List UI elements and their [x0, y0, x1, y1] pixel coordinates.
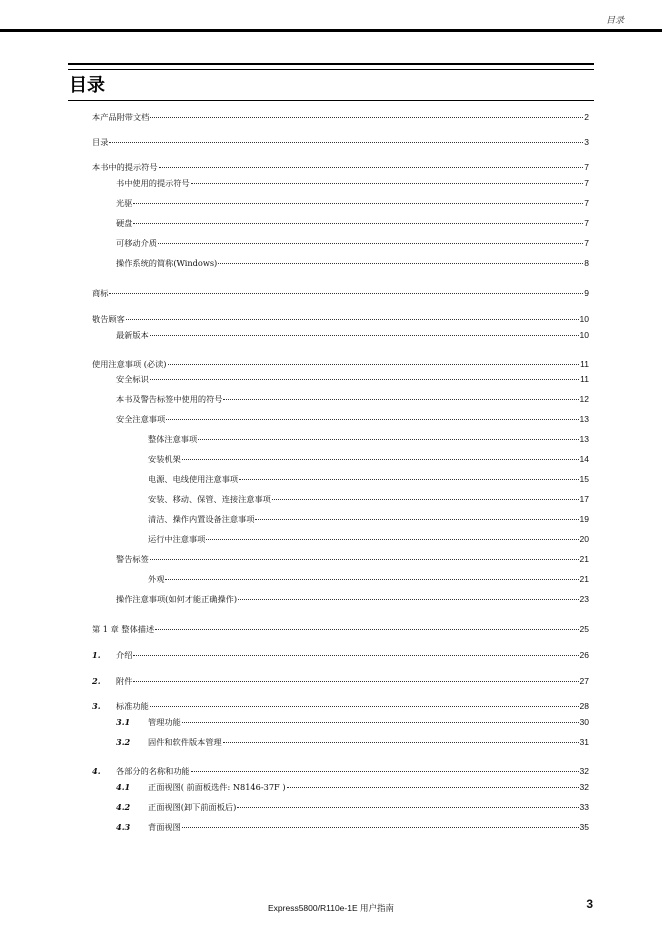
toc-entry-label: 操作注意事项(如何才能正确操作) — [116, 594, 238, 604]
toc-entry-label: 商标 — [92, 288, 109, 298]
toc-entry-label: 正面视图(卸下前面板后) — [148, 802, 237, 812]
toc-leader-dots — [126, 319, 579, 320]
toc-entry-page: 27 — [579, 676, 589, 686]
toc-entry[interactable] — [92, 553, 589, 565]
page-title: 目录 — [69, 75, 105, 96]
toc-leader-dots — [191, 771, 579, 772]
toc-entry-label: 本书中的提示符号 — [92, 162, 158, 172]
toc-entry-label: 介绍 — [116, 650, 133, 660]
toc-entry[interactable] — [92, 393, 589, 405]
toc-leader-dots — [109, 293, 583, 294]
running-header: 目录 — [605, 16, 624, 26]
toc-entry-label: 目录 — [92, 137, 109, 147]
toc-entry-page: 32 — [579, 782, 589, 792]
toc-entry[interactable] — [92, 623, 589, 635]
toc-entry-page: 13 — [579, 414, 589, 424]
toc-entry-page: 32 — [579, 766, 589, 776]
toc-entry-label: 敬告顾客 — [92, 314, 125, 324]
toc-entry-number: 4.2 — [116, 802, 131, 812]
toc-entry[interactable] — [92, 801, 589, 813]
toc-entry-page: 21 — [579, 554, 589, 564]
toc-leader-dots — [223, 742, 579, 743]
toc-entry[interactable] — [92, 513, 589, 525]
toc-entry-label: 书中使用的提示符号 — [116, 178, 190, 188]
toc-leader-dots — [255, 519, 578, 520]
toc-entry-label: 正面视图( 前面板选件: N8146-37F ) — [148, 782, 286, 792]
toc-entry[interactable] — [92, 593, 589, 605]
toc-entry[interactable] — [92, 781, 589, 793]
toc-leader-dots — [191, 183, 584, 184]
toc-entry-label: 可移动介质 — [116, 238, 157, 248]
toc-leader-dots — [150, 706, 579, 707]
toc-entry-page: 31 — [579, 737, 589, 747]
toc-entry-page: 2 — [584, 112, 589, 122]
toc-entry[interactable] — [92, 373, 589, 385]
toc-entry[interactable] — [92, 473, 589, 485]
toc-entry-label: 安全标识 — [116, 374, 149, 384]
toc-entry-page: 17 — [579, 494, 589, 504]
toc-entry[interactable] — [92, 493, 589, 505]
toc-leader-dots — [223, 399, 578, 400]
footer-page-number: 3 — [586, 897, 593, 911]
toc-entry-page: 7 — [584, 238, 589, 248]
toc-entry[interactable] — [92, 765, 589, 777]
toc-entry[interactable] — [92, 413, 589, 425]
toc-entry[interactable] — [92, 675, 589, 687]
toc-entry-page: 12 — [579, 394, 589, 404]
toc-entry-page: 7 — [584, 178, 589, 188]
toc-leader-dots — [150, 335, 579, 336]
toc-entry-page: 19 — [579, 514, 589, 524]
toc-entry[interactable] — [92, 136, 589, 148]
toc-entry-label: 背面视图 — [148, 822, 181, 832]
toc-entry[interactable] — [92, 649, 589, 661]
toc-entry-page: 33 — [579, 802, 589, 812]
toc-entry[interactable] — [92, 329, 589, 341]
toc-entry[interactable] — [92, 161, 589, 173]
toc-entry[interactable] — [92, 358, 589, 370]
toc-entry-label: 操作系统的简称(Windows) — [116, 258, 218, 268]
toc-leader-dots — [182, 722, 579, 723]
toc-entry[interactable] — [92, 313, 589, 325]
toc-leader-dots — [109, 142, 583, 143]
toc-leader-dots — [238, 599, 579, 600]
toc-entry[interactable] — [92, 257, 589, 269]
toc-entry-label: 本产品附带文档 — [92, 112, 150, 122]
toc-leader-dots — [287, 787, 579, 788]
toc-entry[interactable] — [92, 197, 589, 209]
toc-entry[interactable] — [92, 287, 589, 299]
toc-entry-page: 7 — [584, 218, 589, 228]
toc-entry-label: 使用注意事项 (必读) — [92, 359, 167, 369]
toc-entry-label: 最新版本 — [116, 330, 149, 340]
toc-entry-label: 管理功能 — [148, 717, 181, 727]
toc-entry-label: 整体注意事项 — [148, 434, 198, 444]
toc-entry-label: 本书及警告标签中使用的符号 — [116, 394, 223, 404]
toc-entry-page: 7 — [584, 162, 589, 172]
toc-leader-dots — [168, 364, 580, 365]
toc-entry-page: 8 — [584, 258, 589, 268]
toc-entry-label: 安装机架 — [148, 454, 181, 464]
toc-entry-page: 13 — [579, 434, 589, 444]
toc-entry-number: 4.3 — [116, 822, 131, 832]
toc-entry-page: 21 — [579, 574, 589, 584]
toc-leader-dots — [133, 203, 583, 204]
toc-leader-dots — [150, 559, 579, 560]
toc-entry-page: 11 — [580, 359, 589, 369]
toc-entry-page: 15 — [579, 474, 589, 484]
toc-entry-page: 35 — [579, 822, 589, 832]
toc-entry-label: 安装、移动、保管、连接注意事项 — [148, 494, 271, 504]
toc-leader-dots — [159, 167, 584, 168]
toc-entry-page: 28 — [579, 701, 589, 711]
toc-entry[interactable] — [92, 573, 589, 585]
toc-entry[interactable] — [92, 217, 589, 229]
toc-entry[interactable] — [92, 453, 589, 465]
toc-entry-number: 2. — [92, 676, 101, 686]
toc-entry[interactable] — [92, 533, 589, 545]
toc-entry-page: 23 — [579, 594, 589, 604]
toc-entry-page: 14 — [579, 454, 589, 464]
toc-entry-number: 3.1 — [116, 717, 131, 727]
toc-entry-number: 4. — [92, 766, 101, 776]
toc-leader-dots — [133, 681, 578, 682]
toc-entry-label: 第 1 章 整体描述 — [92, 624, 155, 634]
toc-entry[interactable] — [92, 716, 589, 728]
footer-product-title: Express5800/R110e-1E 用户指南 — [268, 903, 394, 913]
toc-leader-dots — [237, 807, 578, 808]
toc-leader-dots — [155, 629, 578, 630]
toc-leader-dots — [272, 499, 579, 500]
toc-entry-page: 26 — [579, 650, 589, 660]
toc-entry-label: 附件 — [116, 676, 133, 686]
toc-entry[interactable] — [92, 821, 589, 833]
toc-entry-page: 10 — [579, 330, 589, 340]
toc-leader-dots — [166, 419, 578, 420]
toc-entry-page: 11 — [580, 374, 589, 384]
toc-entry-number: 4.1 — [116, 782, 131, 792]
toc-leader-dots — [206, 539, 578, 540]
toc-entry[interactable] — [92, 237, 589, 249]
toc-leader-dots — [218, 263, 583, 264]
toc-entry-label: 警告标签 — [116, 554, 149, 564]
toc-entry-label: 固件和软件版本管理 — [148, 737, 222, 747]
toc-leader-dots — [150, 117, 583, 118]
toc-leader-dots — [150, 379, 579, 380]
toc-entry[interactable] — [92, 111, 589, 123]
toc-entry-label: 电源、电线使用注意事项 — [148, 474, 239, 484]
toc-entry-label: 光驱 — [116, 198, 133, 208]
toc-leader-dots — [182, 459, 579, 460]
toc-entry-page: 7 — [584, 198, 589, 208]
toc-entry-label: 标准功能 — [116, 701, 149, 711]
toc-entry-number: 3.2 — [116, 737, 131, 747]
toc-entry-page: 30 — [579, 717, 589, 727]
toc-entry-page: 20 — [579, 534, 589, 544]
toc-leader-dots — [198, 439, 578, 440]
toc-leader-dots — [239, 479, 578, 480]
toc-leader-dots — [133, 223, 583, 224]
toc-entry-page: 3 — [584, 137, 589, 147]
toc-entry-label: 清洁、操作内置设备注意事项 — [148, 514, 255, 524]
toc-leader-dots — [182, 827, 579, 828]
toc-entry-label: 外观 — [148, 574, 165, 584]
toc-entry[interactable] — [92, 433, 589, 445]
toc-leader-dots — [165, 579, 578, 580]
toc-entry[interactable] — [92, 700, 589, 712]
toc-entry-page: 25 — [579, 624, 589, 634]
toc-entry-number: 1. — [92, 650, 101, 660]
toc-entry-label: 各部分的名称和功能 — [116, 766, 190, 776]
toc-entry-page: 10 — [579, 314, 589, 324]
table-of-contents — [92, 0, 589, 936]
toc-leader-dots — [158, 243, 583, 244]
toc-entry[interactable] — [92, 736, 589, 748]
toc-entry-label: 安全注意事项 — [116, 414, 166, 424]
toc-entry-label: 硬盘 — [116, 218, 133, 228]
toc-entry-page: 9 — [584, 288, 589, 298]
toc-entry-number: 3. — [92, 701, 101, 711]
toc-leader-dots — [133, 655, 578, 656]
toc-entry[interactable] — [92, 177, 589, 189]
toc-entry-label: 运行中注意事项 — [148, 534, 206, 544]
